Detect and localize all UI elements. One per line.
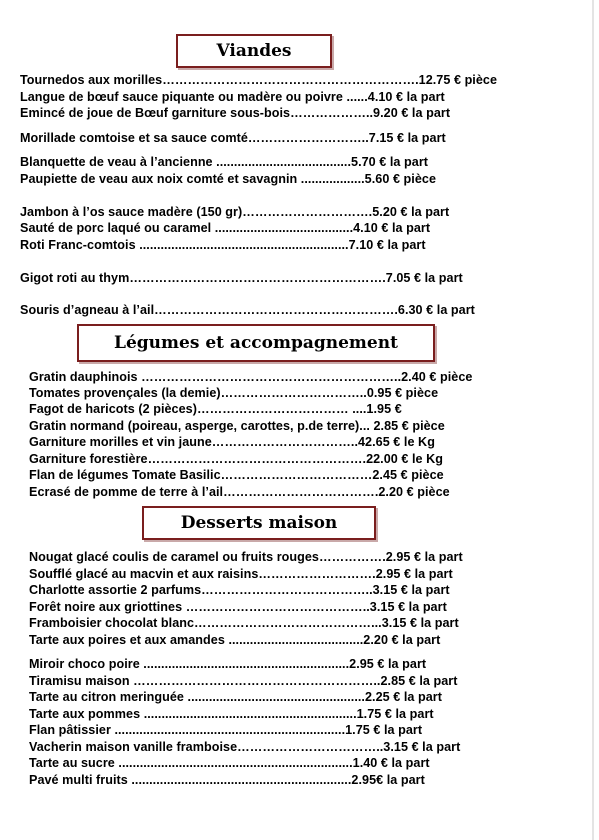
menu-item: Tiramisu maison …………………………………………………..2.85 € la part <box>29 674 458 688</box>
menu-item: Gratin normand (poireau, asperge, carottes, p.de terre)... 2.85 € pièce <box>29 419 445 433</box>
menu-item: Fagot de haricots (2 pièces)……………………………… ....1.95 € <box>29 402 402 416</box>
menu-item: Jambon à l’os sauce madère (150 gr)………………………….5.20 € la part <box>20 205 450 219</box>
menu-item: Nougat glacé coulis de caramel ou fruits rouges…………….2.95 € la part <box>29 550 463 564</box>
menu-item: Paupiette de veau aux noix comté et savagnin ..................5.60 € pièce <box>20 172 436 186</box>
menu-item: Pavé multi fruits ..............................................................2.95€ la part <box>29 773 425 787</box>
menu-item: Flan pâtissier .................................................................1.75 € la part <box>29 723 423 737</box>
menu-item: Garniture morilles et vin jaune……………………………..42.65 € le Kg <box>29 435 435 449</box>
menu-item: Flan de légumes Tomate Basilic………………………………2.45 € pièce <box>29 468 444 482</box>
menu-item: Tournedos aux morilles…………………………………………………….12.75 € pièce <box>20 73 498 87</box>
menu-item: Forêt noire aux griottines ……………………………………..3.15 € la part <box>29 600 447 614</box>
menu-item: Tarte au citron meringuée ..................................................2.25 € la part <box>29 690 442 704</box>
section-title-viandes: Viandes <box>176 34 332 68</box>
menu-item: Charlotte assortie 2 parfums…………………………………..3.15 € la part <box>29 583 450 597</box>
section-title-legumes: Légumes et accompagnement <box>77 324 435 362</box>
menu-item: Langue de bœuf sauce piquante ou madère ou poivre ......4.10 € la part <box>20 90 445 104</box>
menu-item: Framboisier chocolat blanc……………………………………...3.15 € la part <box>29 616 459 630</box>
menu-item: Tarte au sucre ..................................................................1.40 € la part <box>29 756 430 770</box>
menu-item: Gratin dauphinois ……………………………………………………..2.40 € pièce <box>29 370 473 384</box>
menu-item: Miroir choco poire ..........................................................2.95 € la part <box>29 657 427 671</box>
menu-item: Blanquette de veau à l’ancienne ......................................5.70 € la part <box>20 155 429 169</box>
menu-item: Vacherin maison vanille framboise……………………………..3.15 € la part <box>29 740 461 754</box>
menu-item: Emincé de joue de Bœuf garniture sous-bois………………..9.20 € la part <box>20 106 451 120</box>
menu-item: Ecrasé de pomme de terre à l’ail……………………………….2.20 € pièce <box>29 485 450 499</box>
menu-item: Gigot roti au thym…………………………………………………….7.05 € la part <box>20 271 463 285</box>
menu-item: Roti Franc-comtois ...........................................................7.10 € la part <box>20 238 426 252</box>
menu-item: Morillade comtoise et sa sauce comté………………………..7.15 € la part <box>20 131 446 145</box>
menu-item: Tarte aux poires et aux amandes ......................................2.20 € la part <box>29 633 441 647</box>
menu-item: Sauté de porc laqué ou caramel .......................................4.10 € la part <box>20 221 431 235</box>
menu-item: Garniture forestière…………………………………………….22.00 € le Kg <box>29 452 444 466</box>
menu-item: Tomates provençales (la demie)……………………………..0.95 € pièce <box>29 386 439 400</box>
page-edge-line <box>592 0 594 840</box>
menu-item: Tarte aux pommes ............................................................1.75 € la part <box>29 707 434 721</box>
section-title-desserts: Desserts maison <box>142 506 376 540</box>
menu-item: Soufflé glacé au macvin et aux raisins……………………….2.95 € la part <box>29 567 453 581</box>
menu-item: Souris d’agneau à l’ail………………………………………………….6.30 € la part <box>20 303 475 317</box>
